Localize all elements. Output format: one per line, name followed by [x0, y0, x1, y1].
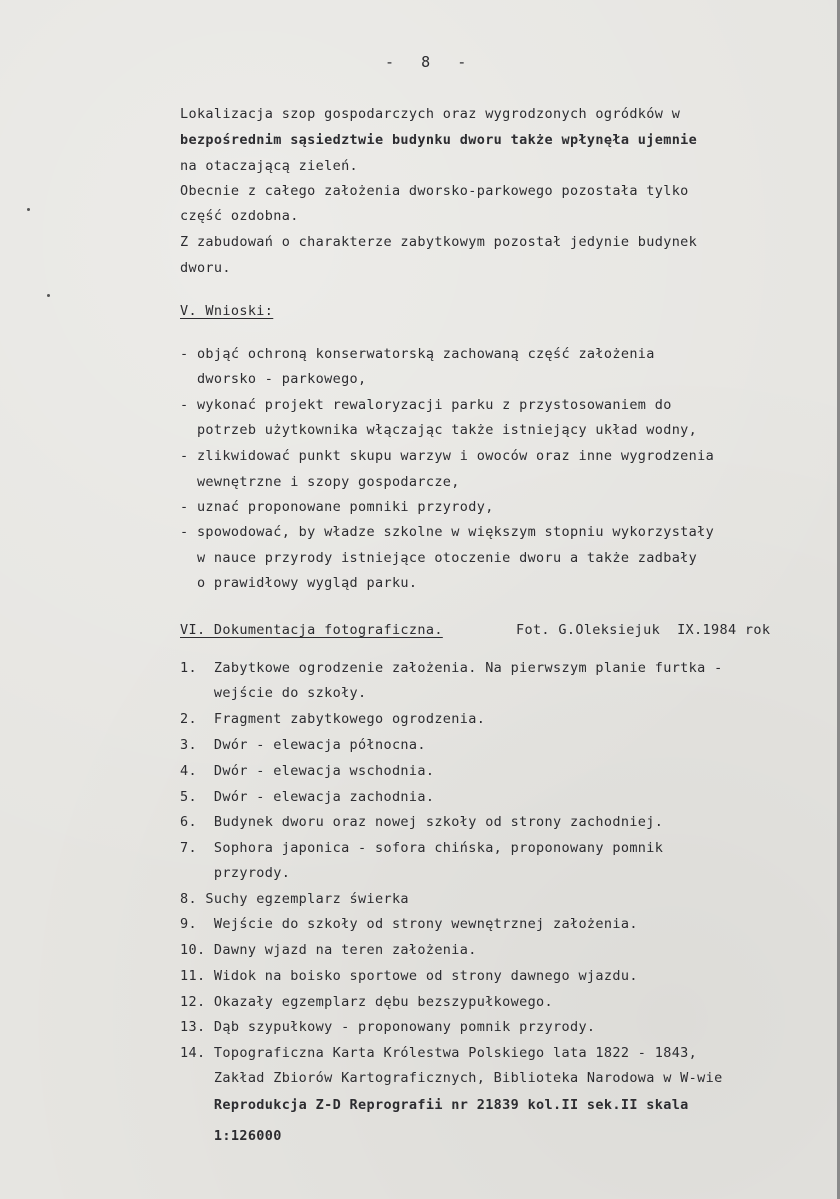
photo-list-item: 1:126000 — [180, 1128, 282, 1144]
conclusion-line: - spowodować, by władze szkolne w większym stopniu wykorzystały — [180, 524, 715, 540]
photo-list-item: 6. Budynek dworu oraz nowej szkoły od strony zachodniej. — [180, 814, 664, 830]
conclusion-line: w nauce przyrody istniejące otoczenie dworu a także zadbały — [180, 550, 698, 566]
photo-list-item: przyrody. — [180, 865, 291, 881]
section-heading-dokumentacja: VI. Dokumentacja fotograficzna. — [180, 622, 443, 638]
paragraph-line: dworu. — [180, 260, 231, 276]
conclusion-line: dworsko - parkowego, — [180, 371, 367, 387]
photo-list-item: 2. Fragment zabytkowego ogrodzenia. — [180, 711, 486, 727]
page-number: - 8 - — [385, 53, 467, 71]
photo-list-item: 3. Dwór - elewacja północna. — [180, 737, 426, 753]
section-heading-wnioski: V. Wnioski: — [180, 303, 274, 319]
paragraph-line: Obecnie z całego założenia dworsko-parkowego pozostała tylko — [180, 183, 689, 199]
conclusion-line: o prawidłowy wygląd parku. — [180, 575, 418, 591]
photo-list-item: Reprodukcja Z-D Reprografii nr 21839 kol.II sek.II skala — [180, 1097, 689, 1113]
photo-list-item: 10. Dawny wjazd na teren założenia. — [180, 942, 477, 958]
photo-list-item: 9. Wejście do szkoły od strony wewnętrznej założenia. — [180, 916, 638, 932]
photo-list-item: 4. Dwór - elewacja wschodnia. — [180, 763, 435, 779]
conclusion-line: - zlikwidować punkt skupu warzyw i owoców oraz inne wygrodzenia — [180, 448, 715, 464]
photo-list-item: wejście do szkoły. — [180, 685, 367, 701]
photo-list-item: 5. Dwór - elewacja zachodnia. — [180, 789, 435, 805]
conclusion-line: - objąć ochroną konserwatorską zachowaną część założenia — [180, 346, 655, 362]
photo-list-item: 11. Widok na boisko sportowe od strony dawnego wjazdu. — [180, 968, 638, 984]
paragraph-line: Z zabudowań o charakterze zabytkowym pozostał jedynie budynek — [180, 234, 698, 250]
conclusion-line: wewnętrzne i szopy gospodarcze, — [180, 474, 460, 490]
scan-speck — [47, 294, 50, 297]
paragraph-line: na otaczającą zieleń. — [180, 158, 359, 174]
photo-list-item: 7. Sophora japonica - sofora chińska, proponowany pomnik — [180, 840, 664, 856]
photo-list-item: 13. Dąb szypułkowy - proponowany pomnik przyrody. — [180, 1019, 596, 1035]
photo-list-item: 8. Suchy egzemplarz świerka — [180, 891, 409, 907]
photo-list-item: 14. Topograficzna Karta Królestwa Polskiego lata 1822 - 1843, — [180, 1045, 698, 1061]
paragraph-line: bezpośrednim sąsiedztwie budynku dworu także wpłynęła ujemnie — [180, 132, 698, 148]
conclusion-line: - wykonać projekt rewaloryzacji parku z przystosowaniem do — [180, 397, 672, 413]
photo-list-item: 12. Okazały egzemplarz dębu bezszypułkowego. — [180, 994, 554, 1010]
photo-list-item: Zakład Zbiorów Kartograficznych, Biblioteka Narodowa w W-wie — [180, 1070, 723, 1086]
conclusion-line: - uznać proponowane pomniki przyrody, — [180, 499, 494, 515]
paragraph-line: Lokalizacja szop gospodarczych oraz wygrodzonych ogródków w — [180, 106, 681, 122]
paragraph-line: część ozdobna. — [180, 208, 299, 224]
scan-speck — [27, 208, 30, 211]
photo-list-item: 1. Zabytkowe ogrodzenie założenia. Na pierwszym planie furtka - — [180, 660, 723, 676]
photo-credit: Fot. G.Oleksiejuk IX.1984 rok — [516, 622, 771, 638]
conclusion-line: potrzeb użytkownika włączając także istniejący układ wodny, — [180, 422, 698, 438]
